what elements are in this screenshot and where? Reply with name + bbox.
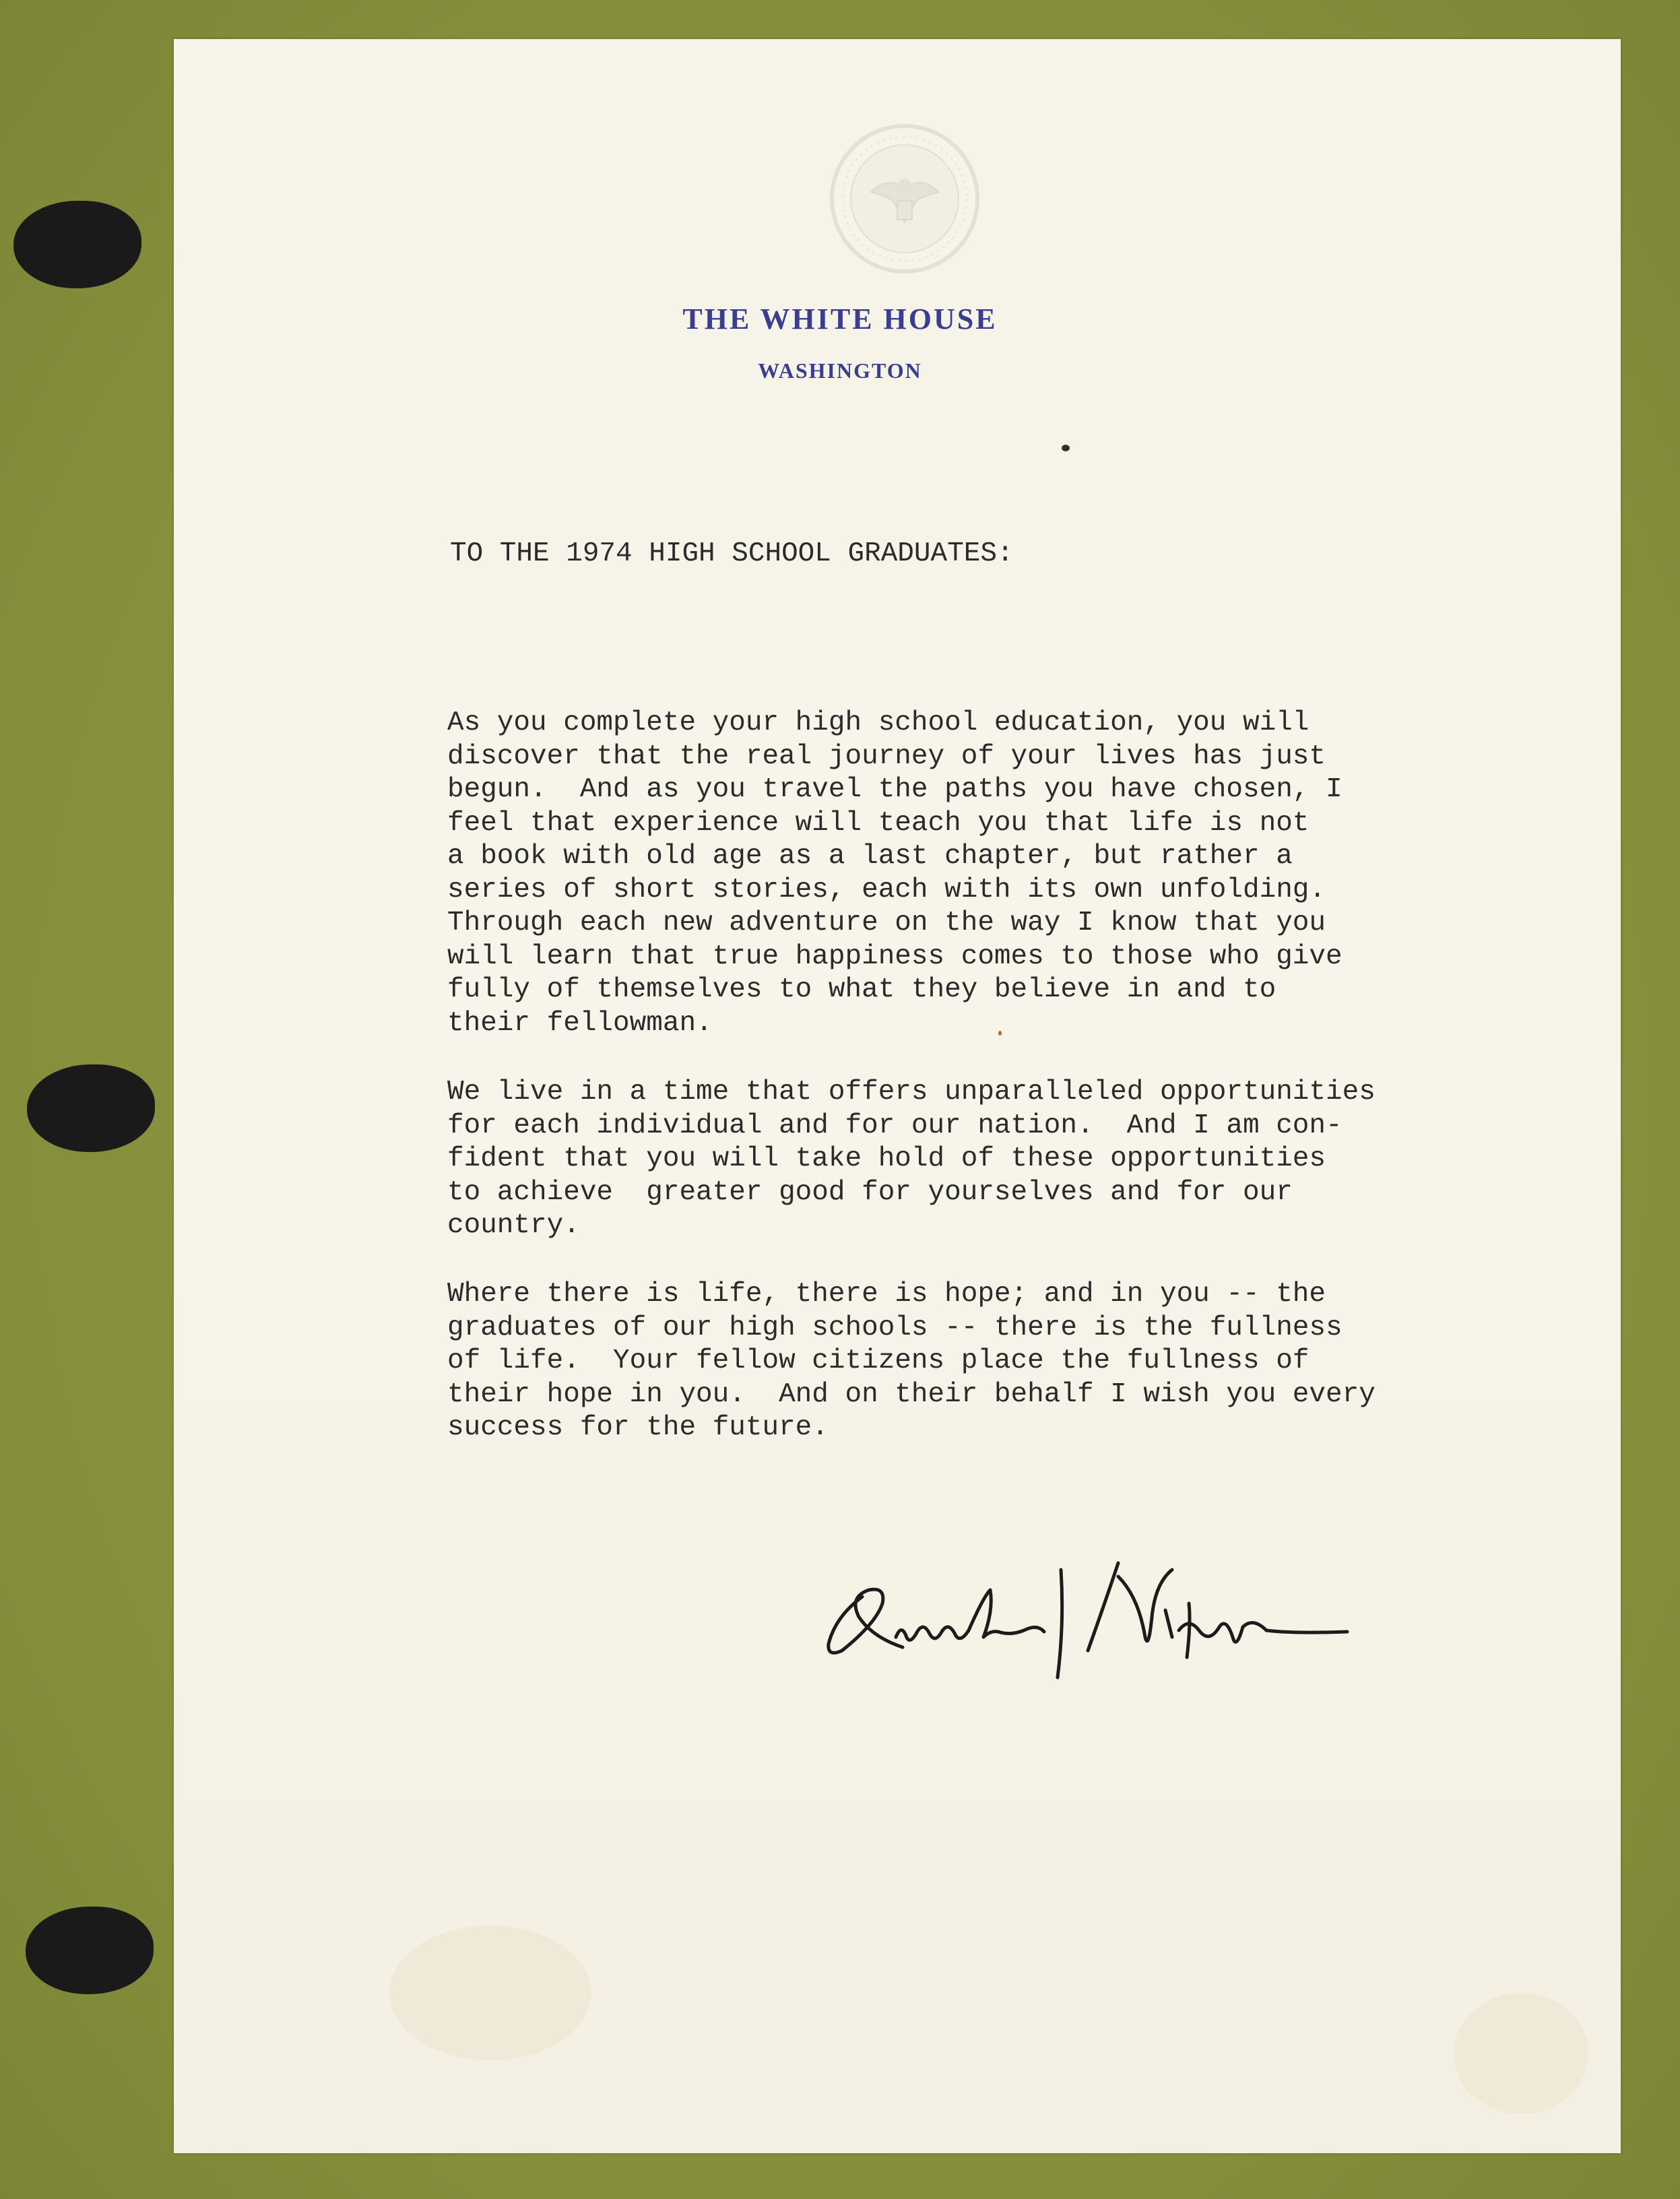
letter-line: of life. Your fellow citizens place the fullness of bbox=[447, 1345, 1310, 1376]
punch-hole-middle bbox=[27, 1064, 155, 1152]
letter-line: will learn that true happiness comes to those who give bbox=[447, 941, 1343, 972]
letter-line: begun. And as you travel the paths you have chosen, I bbox=[447, 774, 1343, 805]
letter-line: their hope in you. And on their behalf I wish you every bbox=[447, 1378, 1376, 1410]
letter-line: fully of themselves to what they believe in and to bbox=[447, 974, 1277, 1005]
letter-line: As you complete your high school education, you will bbox=[447, 707, 1310, 738]
punch-hole-top bbox=[13, 201, 141, 288]
letter-line: graduates of our high schools -- there is the fullness bbox=[447, 1312, 1343, 1343]
letterhead-location: WASHINGTON bbox=[758, 358, 922, 383]
letter-line: series of short stories, each with its own unfolding. bbox=[447, 874, 1326, 905]
letterhead-title: THE WHITE HOUSE bbox=[682, 302, 998, 336]
letter-line: Where there is life, there is hope; and in you -- the bbox=[447, 1279, 1326, 1310]
paper-stain bbox=[389, 1925, 591, 2060]
letter-paragraph-3 bbox=[447, 1278, 1376, 1445]
letter-line: a book with old age as a last chapter, but rather a bbox=[447, 841, 1293, 872]
letter-line: feel that experience will teach you that life is not bbox=[447, 807, 1310, 839]
letter-line: discover that the real journey of your lives has just bbox=[447, 740, 1326, 772]
letter-paragraph-1 bbox=[447, 707, 1343, 1040]
letter-line: their fellowman. bbox=[447, 1007, 713, 1039]
presidential-seal-embossed-icon bbox=[827, 121, 982, 276]
ink-speck bbox=[1062, 445, 1070, 451]
punch-hole-bottom bbox=[26, 1907, 154, 1994]
letter-salutation: TO THE 1974 HIGH SCHOOL GRADUATES: bbox=[450, 538, 1014, 569]
letter-line: country. bbox=[447, 1210, 580, 1241]
letter-line: for each individual and for our nation. And I am con- bbox=[447, 1110, 1343, 1141]
paper-stain bbox=[1454, 1993, 1588, 2114]
letter-line: We live in a time that offers unparalleled opportunities bbox=[447, 1077, 1376, 1108]
letter-line: to achieve greater good for yourselves and for our bbox=[447, 1176, 1293, 1208]
handwritten-signature bbox=[822, 1556, 1354, 1684]
letter-line: fident that you will take hold of these opportunities bbox=[447, 1143, 1326, 1174]
letter-paragraph-2 bbox=[447, 1076, 1376, 1243]
letter-line: Through each new adventure on the way I know that you bbox=[447, 907, 1326, 938]
letter-line: success for the future. bbox=[447, 1412, 829, 1443]
